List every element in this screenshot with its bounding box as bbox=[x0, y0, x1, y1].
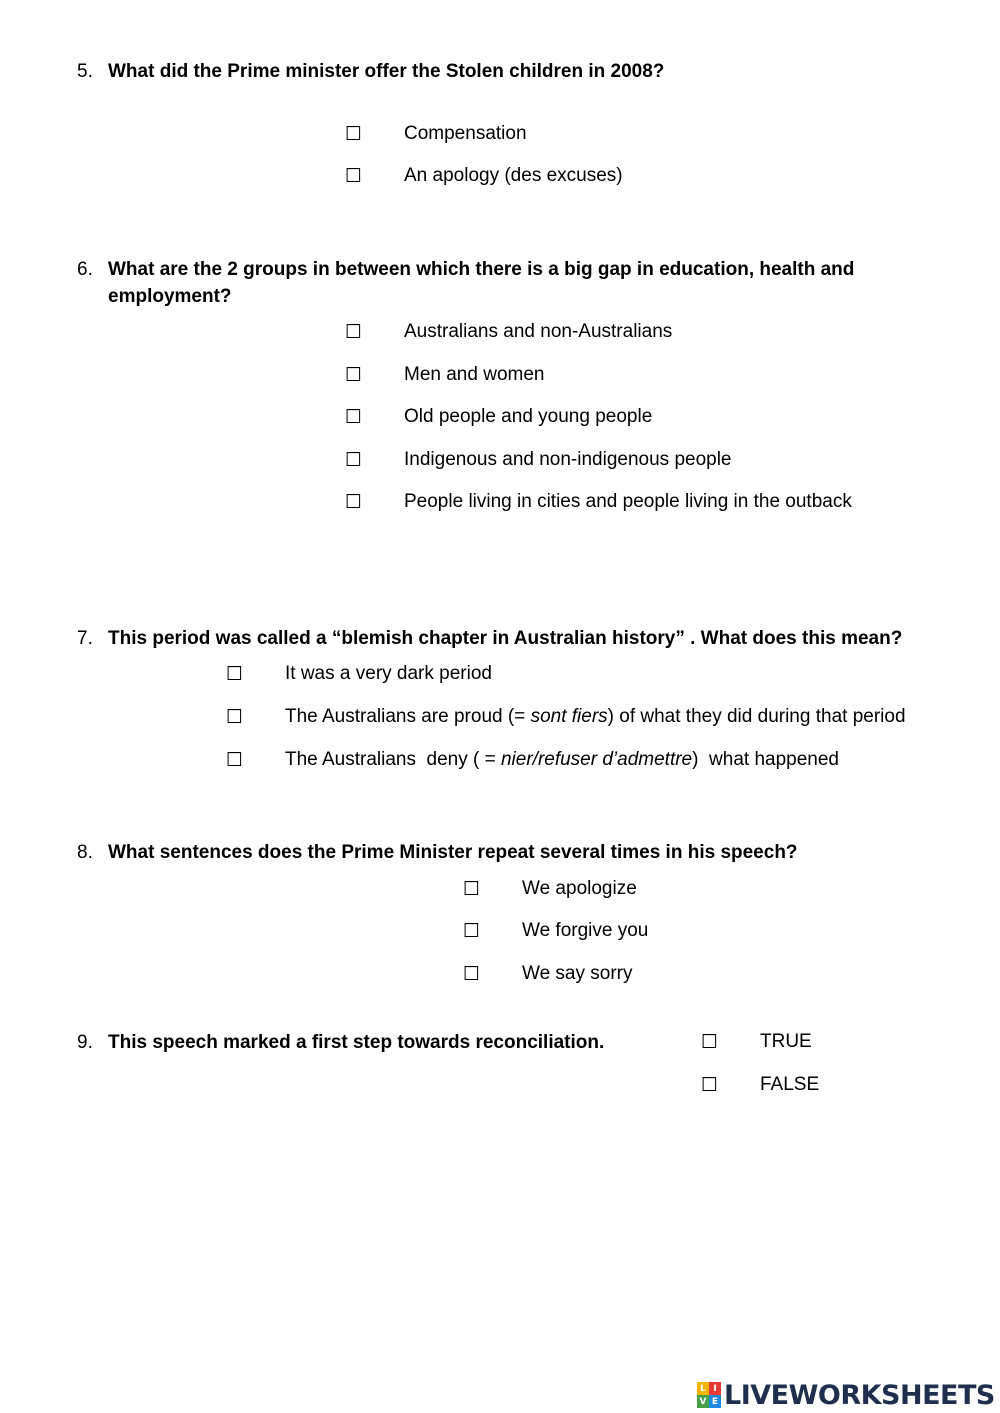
question-number: 8. bbox=[77, 842, 93, 863]
question-number: 7. bbox=[77, 628, 93, 649]
question-text: This period was called a “blemish chapter in Australian history” . What does this mean? bbox=[108, 628, 903, 649]
checkbox-icon[interactable]: ☐ bbox=[345, 165, 363, 187]
option-label: TRUE bbox=[760, 1031, 812, 1052]
option-label bbox=[285, 748, 839, 772]
logo-mark-icon bbox=[697, 1382, 721, 1408]
checkbox-icon[interactable]: ☐ bbox=[701, 1031, 719, 1053]
option-label: Old people and young people bbox=[404, 406, 653, 427]
question-text: What sentences does the Prime Minister repeat several times in his speech? bbox=[108, 842, 798, 863]
question-text-line2: employment? bbox=[108, 286, 232, 307]
checkbox-icon[interactable]: ☐ bbox=[463, 963, 481, 985]
option-label-pre: The Australians are proud (= bbox=[285, 706, 531, 727]
checkbox-icon[interactable]: ☐ bbox=[463, 920, 481, 942]
option-label: It was a very dark period bbox=[285, 663, 492, 684]
checkbox-icon[interactable]: ☐ bbox=[701, 1074, 719, 1096]
question-text: This speech marked a first step towards reconciliation. bbox=[108, 1032, 605, 1053]
option-label: We apologize bbox=[522, 878, 637, 899]
checkbox-icon[interactable]: ☐ bbox=[345, 364, 363, 386]
option-label-post: ) what happened bbox=[692, 749, 839, 770]
option-label: Indigenous and non-indigenous people bbox=[404, 449, 732, 470]
option-label-post: ) of what they did during that period bbox=[607, 706, 906, 727]
option-label-pre: The Australians deny ( = bbox=[285, 749, 501, 770]
question-number: 6. bbox=[77, 259, 93, 280]
option-label: We say sorry bbox=[522, 963, 633, 984]
logo-mark-e: E bbox=[709, 1395, 721, 1408]
checkbox-icon[interactable]: ☐ bbox=[345, 491, 363, 513]
option-label: An apology (des excuses) bbox=[404, 165, 623, 186]
option-label: We forgive you bbox=[522, 920, 649, 941]
checkbox-icon[interactable]: ☐ bbox=[345, 321, 363, 343]
checkbox-icon[interactable]: ☐ bbox=[226, 663, 244, 685]
question-text: What did the Prime minister offer the Stolen children in 2008? bbox=[108, 61, 665, 82]
checkbox-icon[interactable]: ☐ bbox=[345, 123, 363, 145]
logo-mark-v: V bbox=[697, 1395, 709, 1408]
logo-mark-i: I bbox=[709, 1382, 721, 1395]
checkbox-icon[interactable]: ☐ bbox=[226, 749, 244, 771]
question-number: 5. bbox=[77, 61, 93, 82]
option-label bbox=[285, 705, 906, 729]
option-label: Australians and non-Australians bbox=[404, 321, 673, 342]
logo-mark-l: L bbox=[697, 1382, 709, 1395]
question-text-line1: What are the 2 groups in between which there is a big gap in education, health and bbox=[108, 259, 855, 280]
option-label: Compensation bbox=[404, 123, 527, 144]
logo-text: LIVEWORKSHEETS bbox=[724, 1379, 995, 1411]
option-label-italic: sont fiers bbox=[530, 706, 608, 727]
option-label: Men and women bbox=[404, 364, 545, 385]
option-label: People living in cities and people living in the outback bbox=[404, 491, 852, 512]
option-label: FALSE bbox=[760, 1074, 820, 1095]
checkbox-icon[interactable]: ☐ bbox=[463, 878, 481, 900]
checkbox-icon[interactable]: ☐ bbox=[226, 706, 244, 728]
checkbox-icon[interactable]: ☐ bbox=[345, 406, 363, 428]
question-number: 9. bbox=[77, 1032, 93, 1053]
option-label-italic: nier/refuser d’admettre bbox=[500, 749, 693, 770]
checkbox-icon[interactable]: ☐ bbox=[345, 449, 363, 471]
liveworksheets-logo bbox=[697, 1378, 995, 1412]
